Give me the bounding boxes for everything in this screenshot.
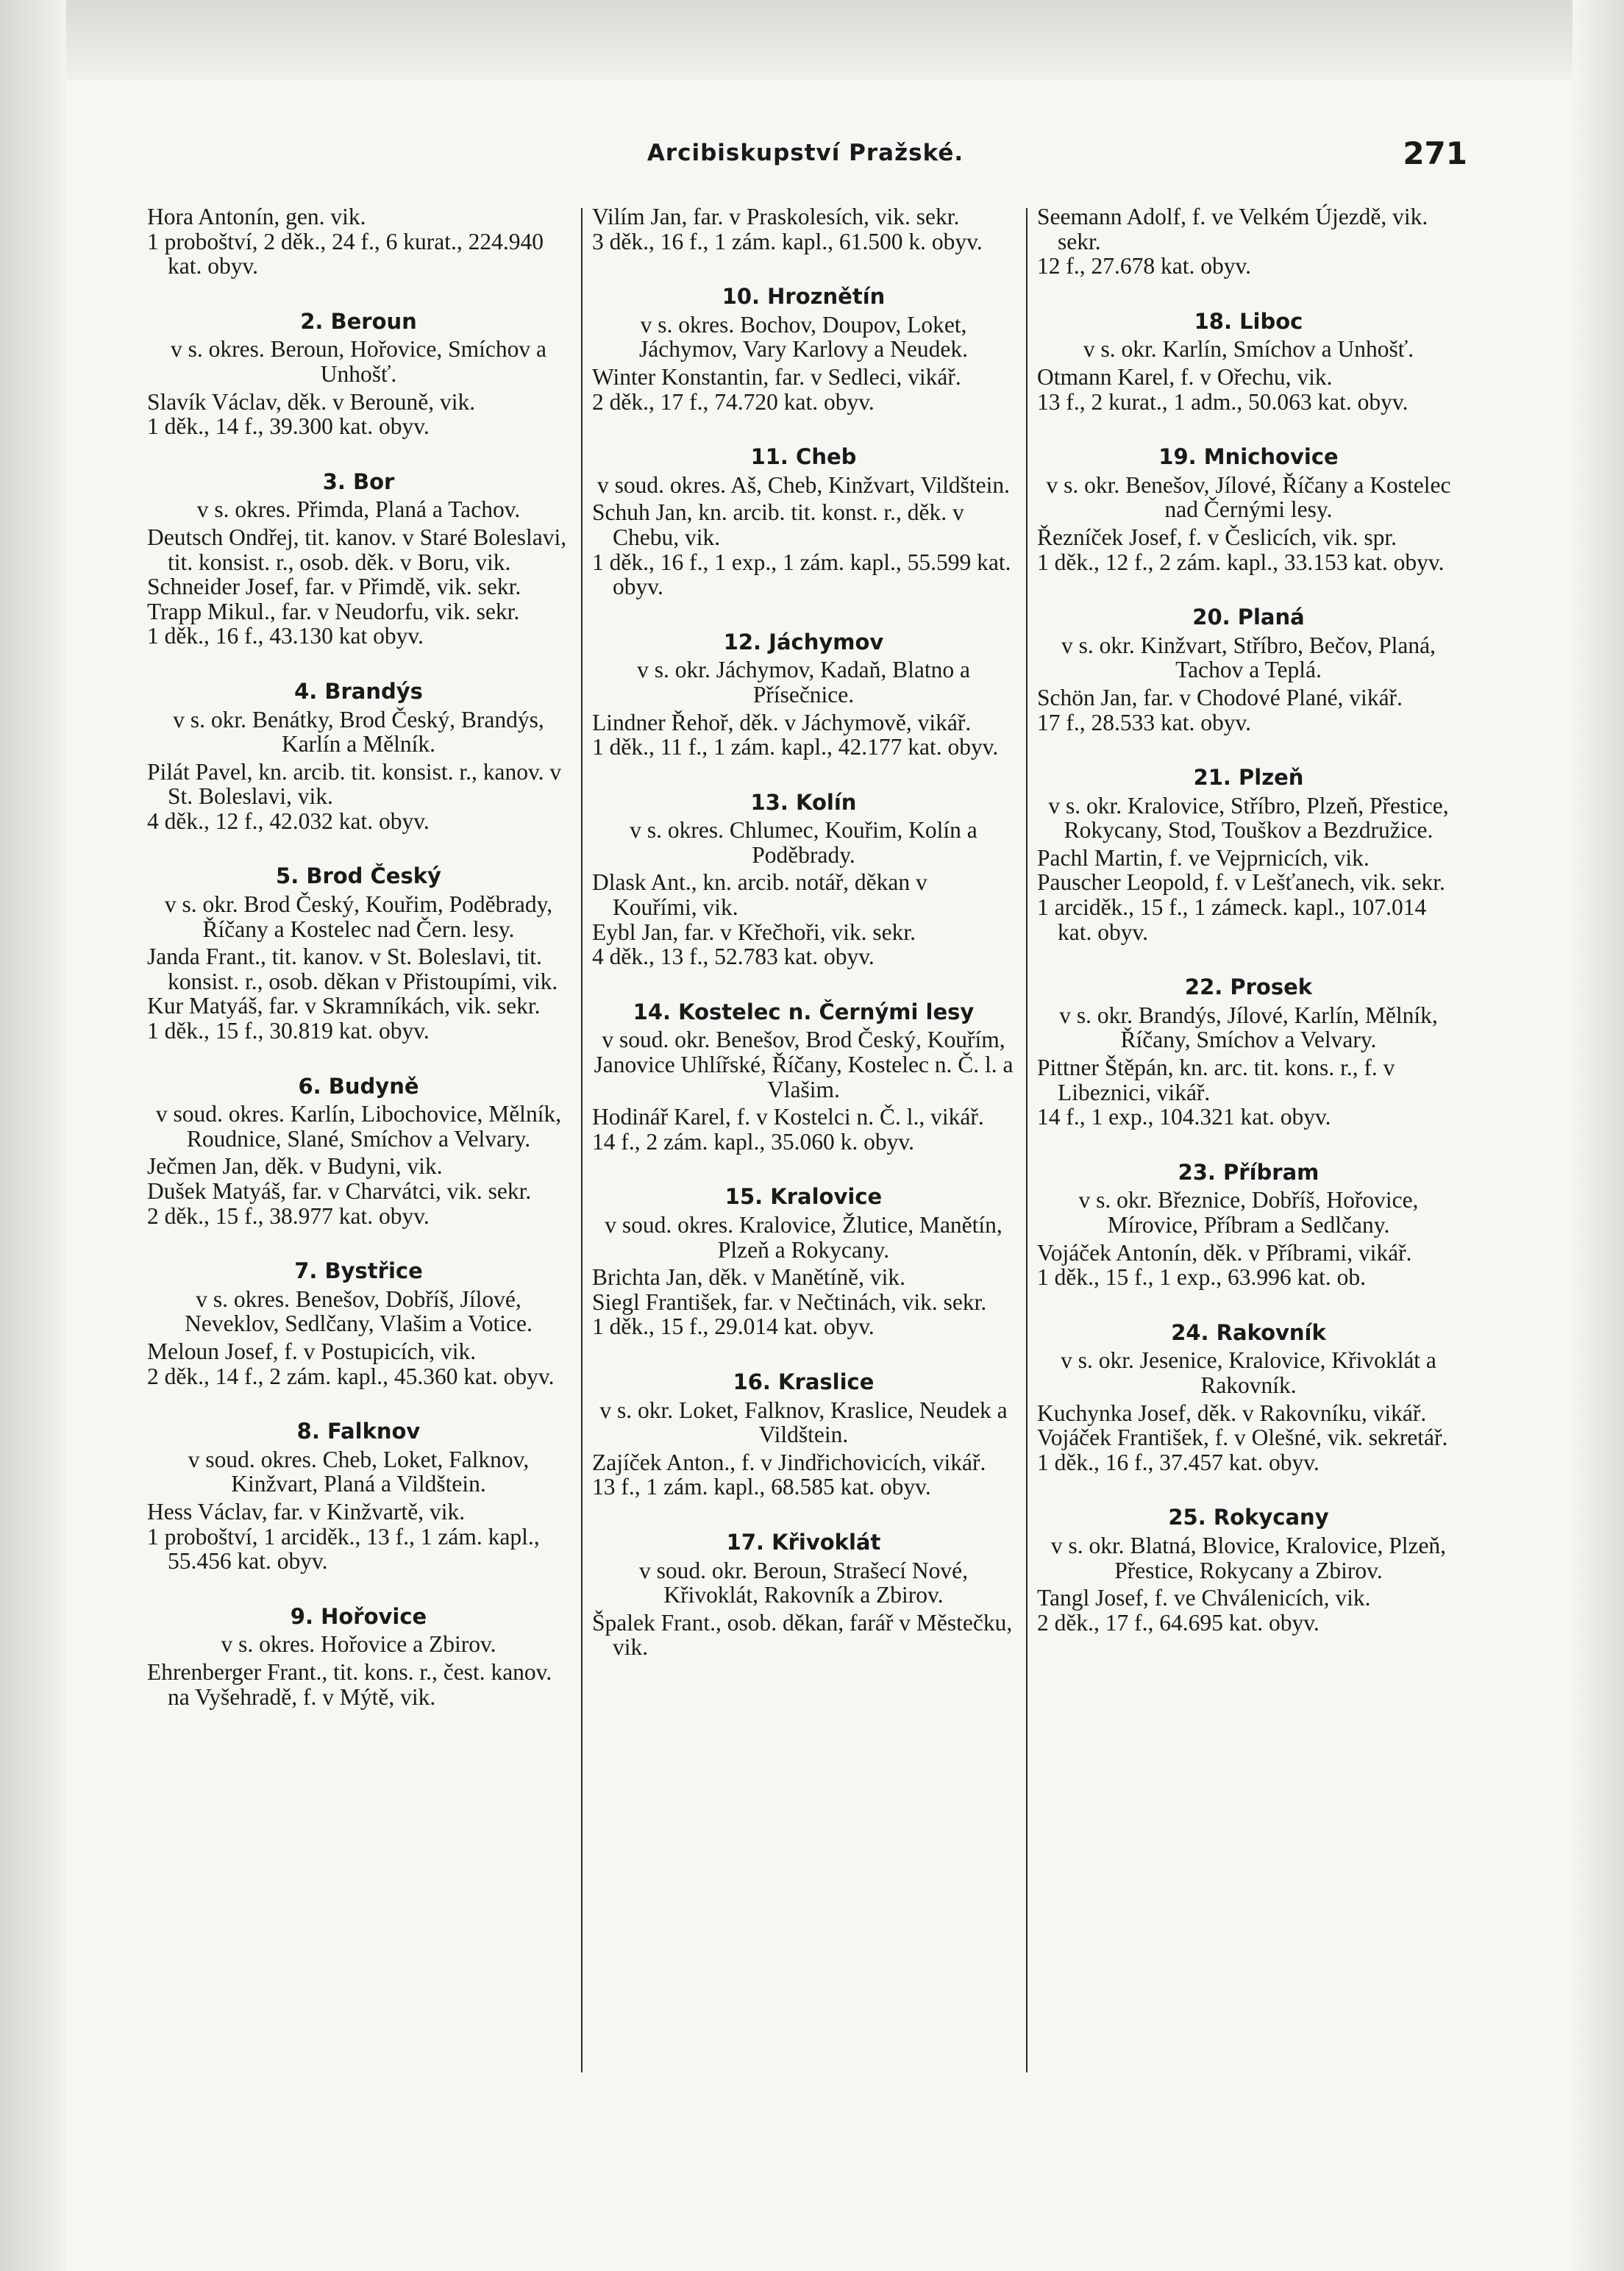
- district-list: v s. okres. Chlumec, Kouřim, Kolín a Poděbrady.: [630, 817, 977, 868]
- deanery-heading: 4. Brandýs: [294, 678, 423, 704]
- column-divider: [1026, 208, 1028, 2072]
- directory-entry: Dlask Ant., kn. arcib. notář, děkan v Kouřími, vik.: [592, 869, 927, 921]
- directory-entry: Ječmen Jan, děk. v Budyni, vik.: [147, 1153, 443, 1180]
- directory-entry: 1 děk., 12 f., 2 zám. kapl., 33.153 kat. obyv.: [1037, 549, 1445, 575]
- deanery-heading: 3. Bor: [322, 468, 395, 494]
- directory-entry: 12 f., 27.678 kat. obyv.: [1037, 253, 1252, 279]
- deanery-heading: 15. Kralovice: [724, 1184, 883, 1210]
- directory-entry: Tangl Josef, f. ve Chválenicích, vik.: [1037, 1585, 1371, 1611]
- column-divider: [581, 208, 583, 2072]
- district-list: v s. okres. Přimda, Planá a Tachov.: [196, 496, 521, 523]
- directory-entry: 17 f., 28.533 kat. obyv.: [1037, 709, 1252, 735]
- directory-entry: 2 děk., 15 f., 38.977 kat. obyv.: [147, 1202, 430, 1229]
- directory-entry: 2 děk., 17 f., 64.695 kat. obyv.: [1037, 1609, 1320, 1636]
- directory-entry: Schneider Josef, far. v Přimdě, vik. sekr.: [147, 574, 521, 600]
- page-header: [143, 135, 1467, 177]
- directory-entry: 13 f., 2 kurat., 1 adm., 50.063 kat. obyv.: [1037, 388, 1408, 415]
- district-list: v soud. okres. Kralovice, Žlutice, Manětín, Plzeň a Rokycany.: [605, 1212, 1002, 1263]
- district-list: v s. okr. Brod Český, Kouřim, Poděbrady, Říčany a Kostelec nad Čern. lesy.: [164, 891, 553, 942]
- directory-entry: Lindner Řehoř, děk. v Jáchymově, vikář.: [592, 709, 972, 735]
- text-column-left: [147, 204, 570, 1709]
- district-list: v s. okres. Beroun, Hořovice, Smíchov a Unhošť.: [171, 336, 546, 387]
- district-list: v s. okres. Hořovice a Zbirov.: [221, 1631, 496, 1658]
- district-list: v s. okres. Bochov, Doupov, Loket, Jáchymov, Vary Karlovy a Neudek.: [639, 311, 968, 363]
- district-list: v s. okr. Karlín, Smíchov a Unhošť.: [1083, 336, 1414, 363]
- district-list: v soud. okres. Aš, Cheb, Kinžvart, Vildštein.: [597, 471, 1010, 498]
- directory-entry: Pilát Pavel, kn. arcib. tit. konsist. r., kanov. v St. Boleslavi, vik.: [147, 758, 562, 810]
- text-column-right: [1037, 204, 1460, 1635]
- directory-entry: 1 děk., 11 f., 1 zám. kapl., 42.177 kat. obyv.: [592, 734, 999, 760]
- directory-entry: 1 arciděk., 15 f., 1 zámeck. kapl., 107.014 kat. obyv.: [1037, 894, 1427, 945]
- directory-entry: Řezníček Josef, f. v Česlicích, vik. spr.: [1037, 524, 1397, 550]
- deanery-heading: 21. Plzeň: [1193, 765, 1304, 791]
- directory-entry: Janda Frant., tit. kanov. v St. Boleslavi, tit. konsist. r., osob. děkan v Přistoupími, vik.: [147, 944, 558, 994]
- directory-entry: Pachl Martin, f. ve Vejprnicích, vik.: [1037, 844, 1370, 871]
- directory-entry: 1 děk., 16 f., 1 exp., 1 zám. kapl., 55.599 kat. obyv.: [592, 549, 1011, 600]
- deanery-heading: 23. Příbram: [1178, 1159, 1320, 1185]
- directory-entry: Winter Konstantin, far. v Sedleci, vikář.: [592, 363, 961, 390]
- directory-entry: Brichta Jan, děk. v Manětíně, vik.: [592, 1264, 906, 1291]
- district-list: v s. okr. Blatná, Blovice, Kralovice, Plzeň, Přestice, Rokycany a Zbirov.: [1050, 1532, 1447, 1583]
- deanery-heading: 14. Kostelec n. Černými lesy: [633, 999, 975, 1024]
- directory-entry: 13 f., 1 zám. kapl., 68.585 kat. obyv.: [592, 1474, 931, 1500]
- district-list: v s. okr. Jáchymov, Kadaň, Blatno a Přísečnice.: [637, 657, 970, 707]
- directory-entry: Vojáček Antonín, děk. v Příbrami, vikář.: [1037, 1239, 1412, 1266]
- scan-shadow-left: [0, 0, 66, 2271]
- directory-entry: 1 děk., 14 f., 39.300 kat. obyv.: [147, 413, 430, 440]
- directory-entry: Pauscher Leopold, f. v Lešťanech, vik. sekr.: [1037, 869, 1445, 896]
- deanery-heading: 5. Brod Český: [276, 863, 441, 889]
- deanery-heading: 24. Rakovník: [1171, 1319, 1326, 1345]
- deanery-heading: 6. Budyně: [298, 1073, 419, 1099]
- directory-entry: Slavík Václav, děk. v Berouně, vik.: [147, 388, 476, 415]
- directory-entry: 1 děk., 16 f., 43.130 kat obyv.: [147, 623, 424, 649]
- directory-entry: 14 f., 1 exp., 104.321 kat. obyv.: [1037, 1104, 1331, 1130]
- deanery-heading: 18. Liboc: [1194, 308, 1303, 334]
- directory-entry: 3 děk., 16 f., 1 zám. kapl., 61.500 k. obyv.: [592, 228, 983, 254]
- district-list: v soud. okres. Karlín, Libochovice, Mělník, Roudnice, Slané, Smíchov a Velvary.: [155, 1101, 562, 1152]
- deanery-heading: 11. Cheb: [750, 444, 857, 470]
- scan-shadow-right: [1573, 0, 1624, 2271]
- district-list: v soud. okr. Beroun, Strašecí Nové, Křivoklát, Rakovník a Zbirov.: [638, 1557, 969, 1608]
- directory-entry: Špalek Frant., osob. děkan, farář v Městečku, vik.: [592, 1609, 1013, 1661]
- district-list: v s. okr. Loket, Falknov, Kraslice, Neudek a Vildštein.: [599, 1397, 1008, 1448]
- deanery-heading: 13. Kolín: [750, 789, 857, 815]
- deanery-heading: 16. Kraslice: [733, 1369, 875, 1394]
- page-number: 271: [1403, 135, 1467, 171]
- directory-entry: Vilím Jan, far. v Praskolesích, vik. sekr.: [592, 204, 960, 229]
- directory-entry: 1 děk., 15 f., 29.014 kat. obyv.: [592, 1313, 875, 1340]
- directory-entry: Kuchynka Josef, děk. v Rakovníku, vikář.: [1037, 1400, 1427, 1426]
- district-list: v s. okr. Benešov, Jílové, Říčany a Kostelec nad Černými lesy.: [1046, 471, 1451, 523]
- deanery-heading: 10. Hroznětín: [722, 284, 886, 310]
- deanery-heading: 8. Falknov: [296, 1419, 421, 1444]
- directory-entry: 1 děk., 15 f., 1 exp., 63.996 kat. ob.: [1037, 1264, 1367, 1291]
- deanery-heading: 22. Prosek: [1184, 974, 1313, 1000]
- district-list: v s. okr. Benátky, Brod Český, Brandýs, Karlín a Mělník.: [173, 706, 544, 757]
- directory-entry: Dušek Matyáš, far. v Charvátci, vik. sekr.: [147, 1178, 532, 1204]
- district-list: v s. okr. Kinžvart, Stříbro, Bečov, Planá, Tachov a Teplá.: [1061, 632, 1436, 683]
- scan-shadow-top: [0, 0, 1624, 81]
- district-list: v s. okres. Benešov, Dobříš, Jílové, Neveklov, Sedlčany, Vlašim a Votice.: [185, 1286, 533, 1337]
- directory-entry: Deutsch Ondřej, tit. kanov. v Staré Boleslavi, tit. konsist. r., osob. děk. v Boru, vik.: [147, 524, 567, 575]
- deanery-heading: 12. Jáchymov: [723, 629, 884, 655]
- running-title: Arcibiskupství Pražské.: [647, 140, 964, 166]
- deanery-heading: 19. Mnichovice: [1158, 444, 1339, 470]
- directory-entry: 1 děk., 15 f., 30.819 kat. obyv.: [147, 1018, 430, 1044]
- directory-entry: Eybl Jan, far. v Křečhoři, vik. sekr.: [592, 919, 916, 945]
- district-list: v soud. okres. Cheb, Loket, Falknov, Kinžvart, Planá a Vildštein.: [188, 1446, 530, 1497]
- directory-entry: Schuh Jan, kn. arcib. tit. konst. r., děk. v Chebu, vik.: [592, 499, 964, 550]
- deanery-heading: 25. Rokycany: [1168, 1505, 1329, 1530]
- district-list: v soud. okr. Benešov, Brod Český, Kouřím, Janovice Uhlířské, Říčany, Kostelec n. Č. l. a Vlašim.: [594, 1027, 1014, 1102]
- directory-entry: 1 děk., 16 f., 37.457 kat. obyv.: [1037, 1449, 1320, 1475]
- directory-entry: Zajíček Anton., f. v Jindřichovicích, vikář.: [592, 1449, 986, 1475]
- text-column-middle: [592, 204, 1015, 1660]
- directory-entry: Otmann Karel, f. v Ořechu, vik.: [1037, 363, 1333, 390]
- district-list: v s. okr. Kralovice, Stříbro, Plzeň, Přestice, Rokycany, Stod, Touškov a Bezdružice.: [1048, 792, 1449, 844]
- directory-entry: Hess Václav, far. v Kinžvartě, vik.: [147, 1498, 466, 1525]
- directory-entry: Hodinář Karel, f. v Kostelci n. Č. l., vikář.: [592, 1104, 984, 1130]
- deanery-heading: 17. Křivoklát: [726, 1529, 881, 1555]
- directory-entry: Kur Matyáš, far. v Skramníkách, vik. sekr.: [147, 993, 541, 1019]
- district-list: v s. okr. Březnice, Dobříš, Hořovice, Mírovice, Příbram a Sedlčany.: [1078, 1187, 1419, 1238]
- directory-entry: Seemann Adolf, f. ve Velkém Újezdě, vik. sekr.: [1037, 204, 1428, 254]
- deanery-heading: 2. Beroun: [300, 308, 417, 334]
- directory-entry: 1 proboštví, 1 arciděk., 13 f., 1 zám. kapl., 55.456 kat. obyv.: [147, 1523, 540, 1575]
- directory-entry: 4 děk., 12 f., 42.032 kat. obyv.: [147, 807, 430, 834]
- directory-entry: Pittner Štěpán, kn. arc. tit. kons. r., f. v Libeznici, vikář.: [1037, 1055, 1395, 1105]
- deanery-heading: 20. Planá: [1192, 605, 1305, 630]
- district-list: v s. okr. Jesenice, Kralovice, Křivoklát a Rakovník.: [1061, 1347, 1436, 1398]
- directory-entry: Hora Antonín, gen. vik.: [147, 204, 366, 229]
- directory-entry: Meloun Josef, f. v Postupicích, vik.: [147, 1338, 477, 1364]
- directory-entry: Schön Jan, far. v Chodové Plané, vikář.: [1037, 684, 1403, 710]
- directory-entry: Vojáček František, f. v Olešné, vik. sekretář.: [1037, 1425, 1448, 1451]
- directory-entry: Siegl František, far. v Nečtinách, vik. sekr.: [592, 1288, 987, 1315]
- directory-entry: Ehrenberger Frant., tit. kons. r., čest. kanov. na Vyšehradě, f. v Mýtě, vik.: [147, 1658, 552, 1710]
- directory-entry: 4 děk., 13 f., 52.783 kat. obyv.: [592, 944, 875, 970]
- directory-entry: 2 děk., 14 f., 2 zám. kapl., 45.360 kat. obyv.: [147, 1363, 555, 1389]
- directory-entry: 14 f., 2 zám. kapl., 35.060 k. obyv.: [592, 1128, 915, 1155]
- directory-entry: 2 děk., 17 f., 74.720 kat. obyv.: [592, 388, 875, 415]
- directory-entry: Trapp Mikul., far. v Neudorfu, vik. sekr.: [147, 598, 520, 624]
- directory-entry: 1 proboštví, 2 děk., 24 f., 6 kurat., 224.940 kat. obyv.: [147, 228, 544, 279]
- district-list: v s. okr. Brandýs, Jílové, Karlín, Mělník, Říčany, Smíchov a Velvary.: [1059, 1002, 1438, 1053]
- deanery-heading: 7. Bystřice: [294, 1258, 423, 1284]
- deanery-heading: 9. Hořovice: [290, 1603, 427, 1629]
